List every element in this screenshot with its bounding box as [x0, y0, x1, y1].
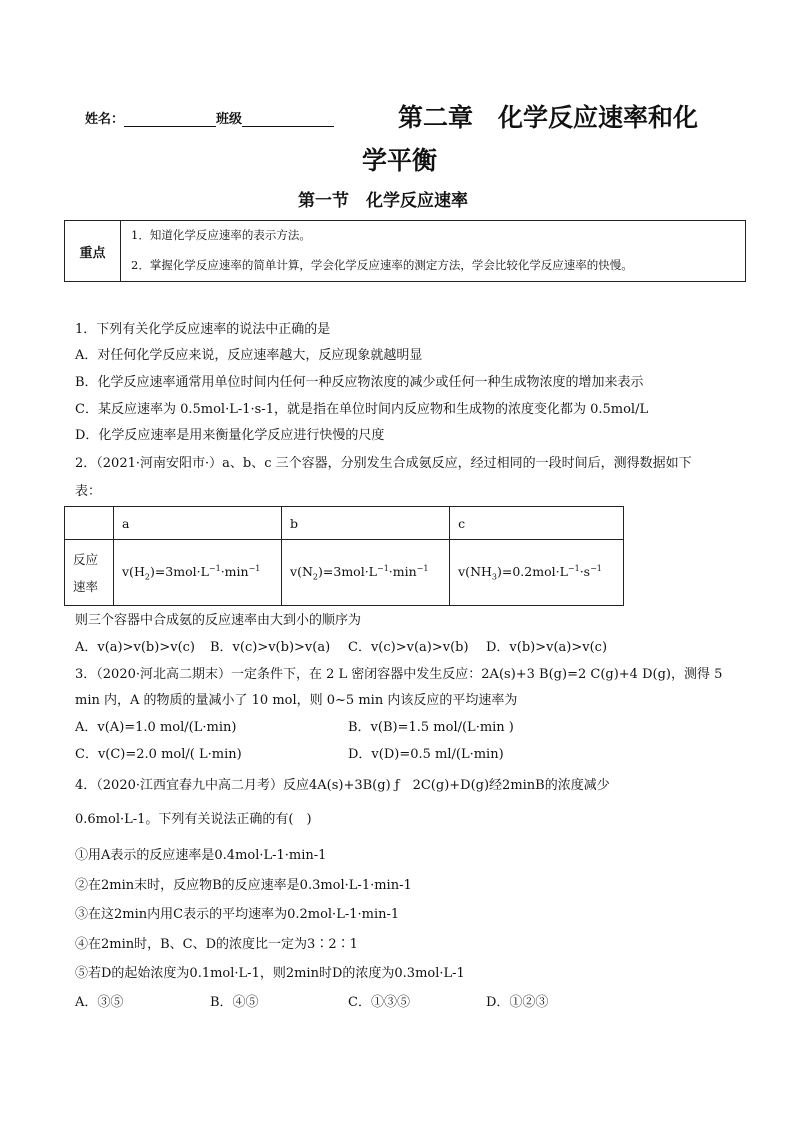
- q2-after-table: 则三个容器中合成氨的反应速率由大到小的顺序为: [75, 613, 362, 628]
- q2-option-c[interactable]: C．v(c)>v(a)>v(b): [348, 640, 469, 655]
- key-point-2: 2．掌握化学反应速率的简单计算，学会化学反应速率的测定方法，学会比较化学反应速率的快慢。: [131, 258, 633, 272]
- table-header-c: c: [450, 507, 624, 540]
- q1-stem: 1．下列有关化学反应速率的说法中正确的是: [75, 322, 331, 337]
- q4-stem-line2: 0.6mol·L-1。下列有关说法正确的有( ): [75, 812, 312, 827]
- key-points-box: [64, 220, 746, 282]
- name-blank[interactable]: [124, 112, 216, 127]
- student-info: [85, 108, 334, 127]
- q4-statement-2: ②在2min末时，反应物B的反应速率是0.3mol·L-1·min-1: [75, 878, 412, 893]
- table-header-b: b: [282, 507, 450, 540]
- table-corner-cell: [65, 507, 114, 540]
- section-title: 第一节 化学反应速率: [298, 191, 468, 211]
- q2-option-b[interactable]: B．v(c)>v(b)>v(a): [210, 640, 331, 655]
- table-cell-a: $v(H_2)=3mol\cdot L^{-1}\cdot\min^{-1}$: [114, 540, 282, 606]
- q1-option-a[interactable]: A．对任何化学反应来说，反应速率越大，反应现象就越明显: [75, 348, 423, 363]
- q2-stem-line1: 2．（2021·河南安阳市·）a、b、c 三个容器，分别发生合成氨反应，经过相同的一段时间后，测得数据如下: [75, 456, 692, 471]
- q4-statement-3: ③在这2min内用C表示的平均速率为0.2mol·L-1·min-1: [75, 907, 400, 922]
- q4-option-d[interactable]: D．①②③: [486, 995, 549, 1010]
- chapter-title-line1: 第二章 化学反应速率和化: [398, 103, 699, 132]
- q4-statement-4: ④在2min时，B、C、D的浓度比一定为3∶2∶1: [75, 937, 358, 952]
- q3-option-c[interactable]: C．v(C)=2.0 mol/( L·min): [75, 747, 242, 762]
- table-row-label: [65, 540, 114, 606]
- q3-option-b[interactable]: B．v(B)=1.5 mol/(L·min ): [348, 720, 514, 735]
- table-row: [65, 540, 624, 606]
- q4-statement-5: ⑤若D的起始浓度为0.1mol·L-1，则2min时D的浓度为0.3mol·L-1: [75, 966, 465, 981]
- q3-stem-line1: 3．（2020·河北高二期末）一定条件下，在 2 L 密闭容器中发生反应：2A(s)+3 B(g)=2 C(g)+4 D(g)，测得 5: [75, 667, 723, 682]
- table-cell-c: $v(NH_3)=0.2mol\cdot L^{-1}\cdot s^{-1}$: [450, 540, 624, 606]
- q4-option-b[interactable]: B．④⑤: [210, 995, 259, 1010]
- key-points-label: 重点: [65, 221, 121, 281]
- key-point-1: 1．知道化学反应速率的表示方法。: [131, 228, 311, 242]
- q1-option-c[interactable]: C．某反应速率为 0.5mol·L-1·s-1，就是指在单位时间内反应物和生成物的浓度变化都为 0.5mol/L: [75, 402, 649, 417]
- q3-option-d[interactable]: D．v(D)=0.5 ml/(L·min): [348, 747, 504, 762]
- row-label-line2: 速率: [73, 578, 99, 594]
- q1-option-b[interactable]: B．化学反应速率通常用单位时间内任何一种反应物浓度的减少或任何一种生成物浓度的增加来表示: [75, 375, 644, 390]
- table-cell-b: $v(N_2)=3mol\cdot L^{-1}\cdot\min^{-1}$: [282, 540, 450, 606]
- class-blank[interactable]: [242, 112, 334, 127]
- name-label: 姓名：: [85, 112, 125, 127]
- row-label-line1: 反应: [73, 551, 99, 567]
- chapter-title-line2: 学平衡: [362, 146, 438, 175]
- q4-option-a[interactable]: A．③⑤: [75, 995, 124, 1010]
- table-header-a: a: [114, 507, 282, 540]
- q4-statement-1: ①用A表示的反应速率是0.4mol·L-1·min-1: [75, 848, 327, 863]
- table-header-row: [65, 507, 624, 540]
- q1-option-d[interactable]: D．化学反应速率是用来衡量化学反应进行快慢的尺度: [75, 428, 385, 443]
- q3-option-a[interactable]: A．v(A)=1.0 mol/(L·min): [75, 720, 237, 735]
- q2-option-d[interactable]: D．v(b)>v(a)>v(c): [486, 640, 608, 655]
- q4-option-c[interactable]: C．①③⑤: [348, 995, 410, 1010]
- q2-stem-line2: 表：: [75, 484, 102, 499]
- q3-stem-line2: min 内，A 的物质的量减小了 10 mol，则 0~5 min 内该反应的平均速率为: [75, 693, 518, 708]
- q2-data-table: [64, 506, 624, 606]
- q2-option-a[interactable]: A．v(a)>v(b)>v(c): [75, 640, 195, 655]
- q4-stem-line1: 4．（2020·江西宜春九中高二月考）反应4A(s)+3B(g) ƒ 2C(g)+D(g)经2minB的浓度减少: [75, 778, 610, 793]
- class-label: 班级: [216, 112, 243, 127]
